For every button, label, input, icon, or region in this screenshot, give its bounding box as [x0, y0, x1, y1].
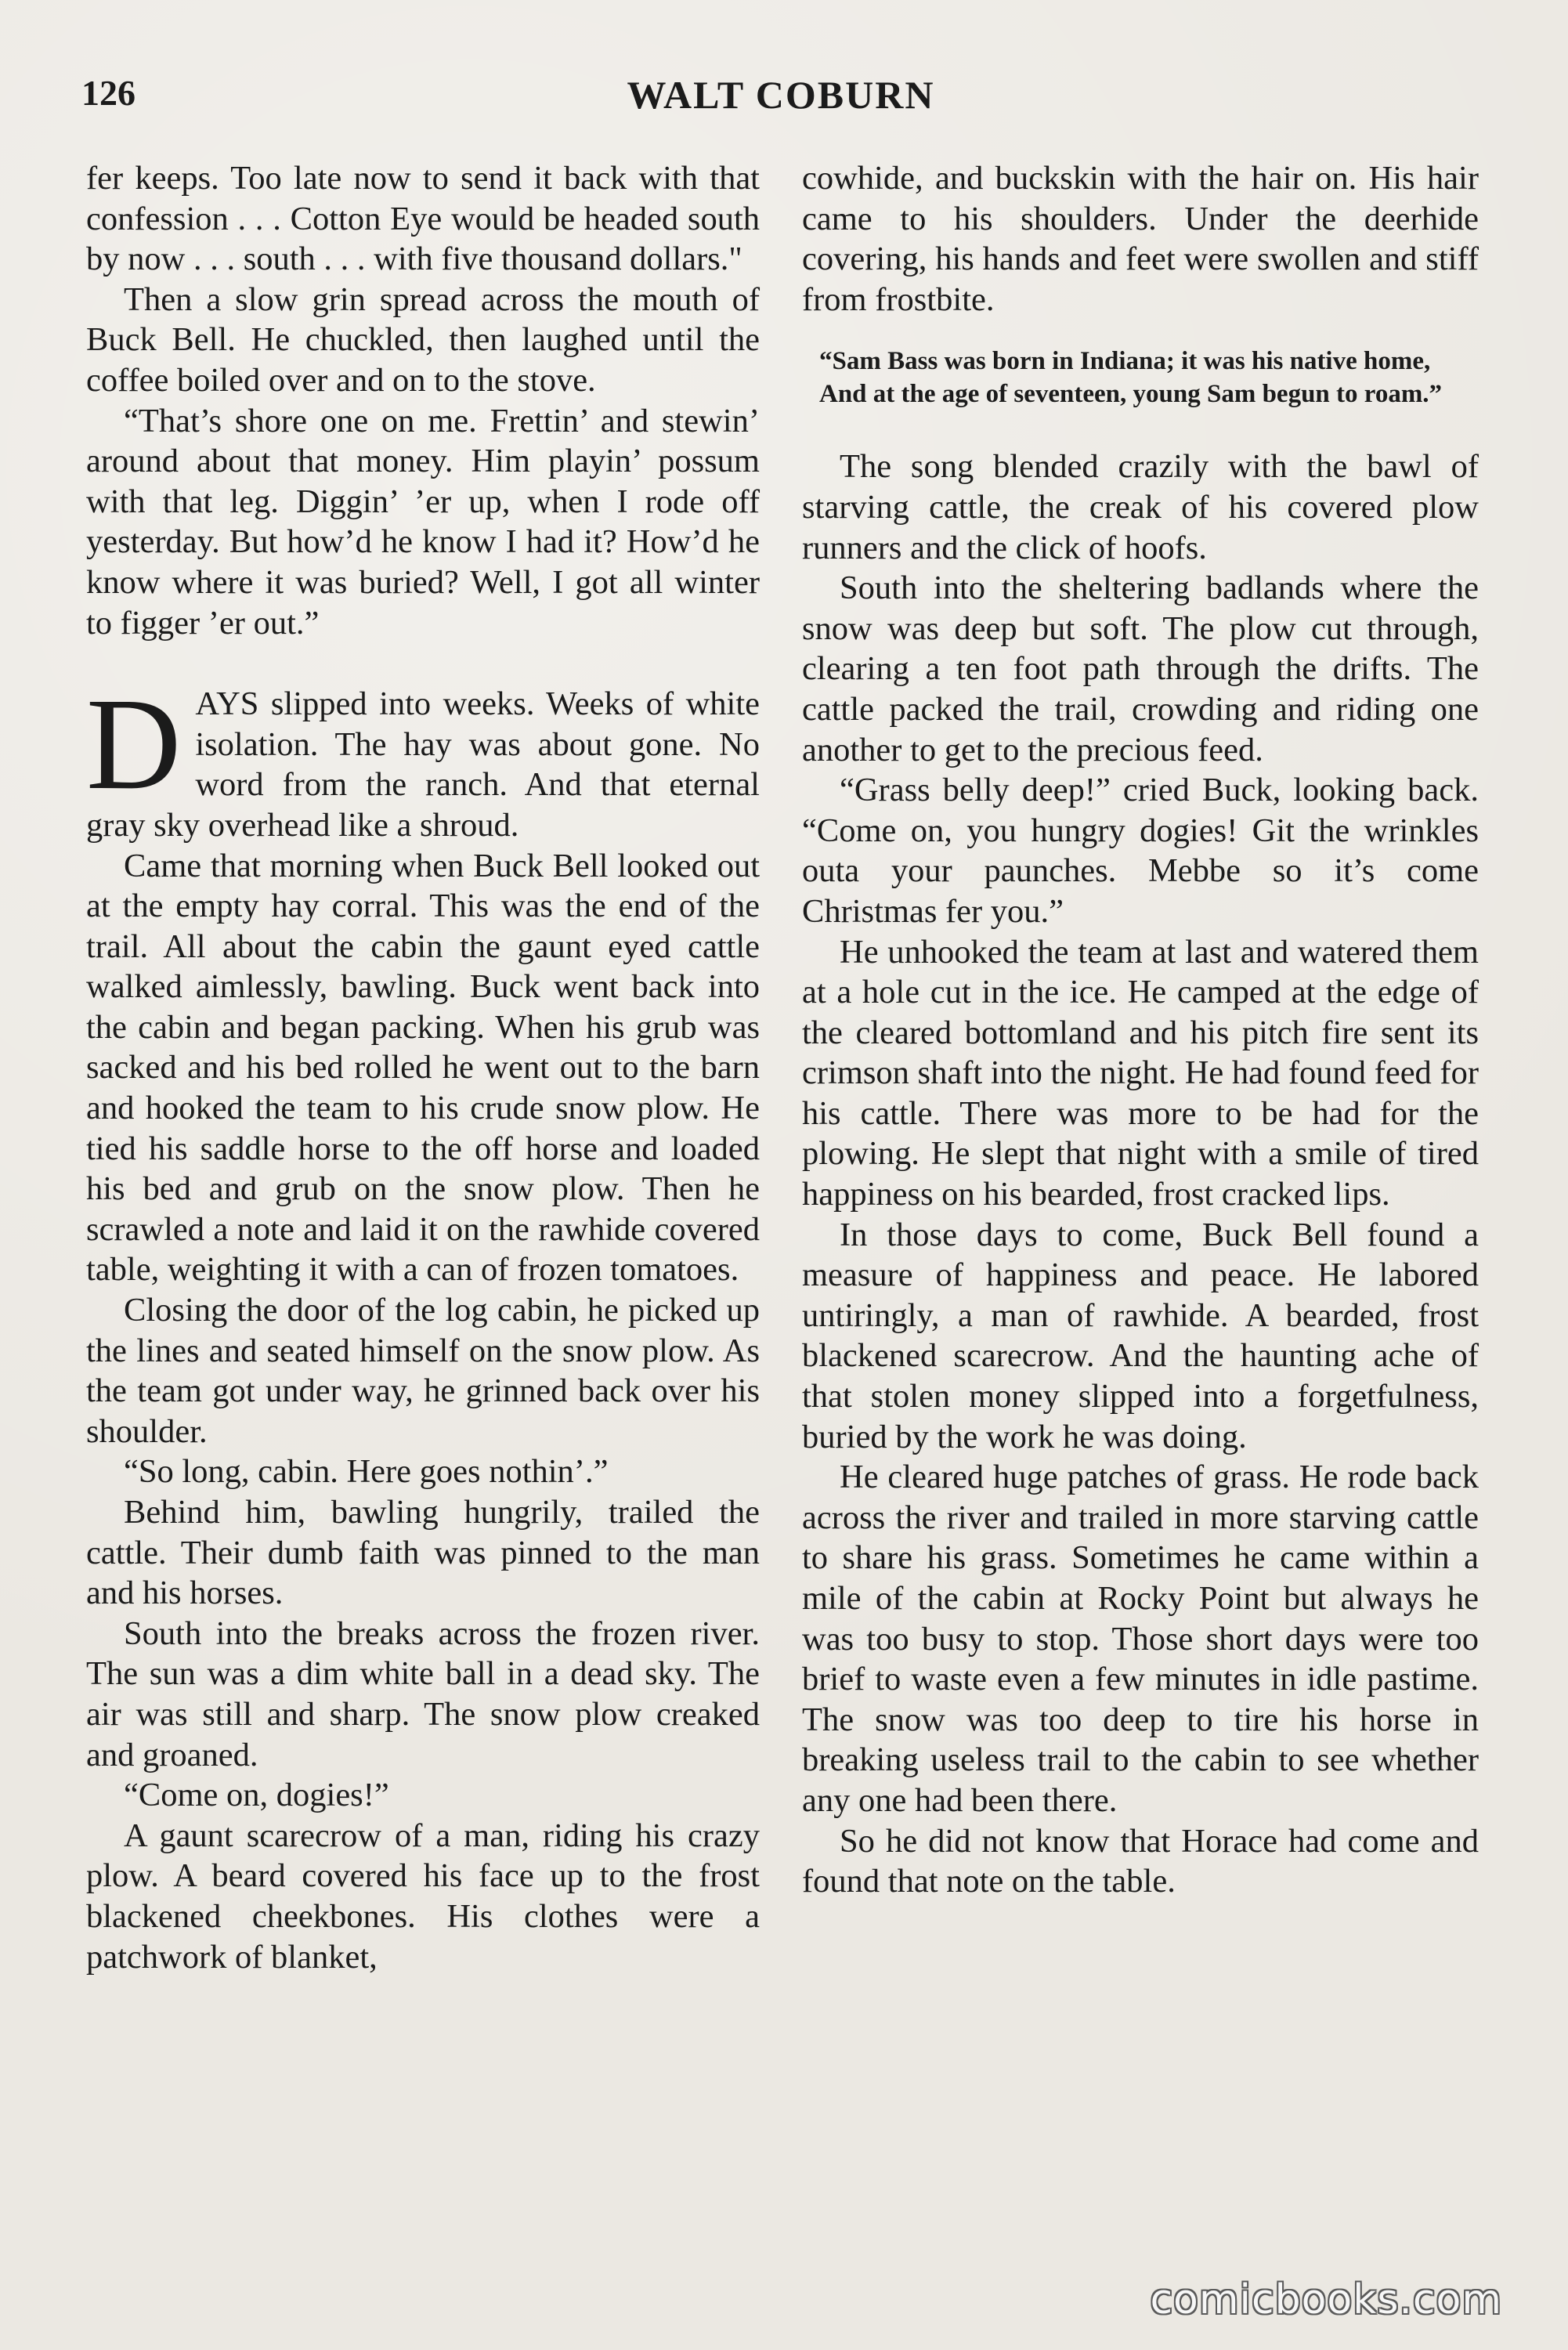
paragraph: fer keeps. Too late now to send it back with that confession . . . Cotton Eye would be headed south by now . . . south . . . with five thousand dollars.": [86, 160, 760, 278]
running-head-author: WALT COBURN: [627, 73, 935, 117]
paragraph: Behind him, bawling hungrily, trailed the cattle. Their dumb faith was pinned to the man and his horses.: [86, 1494, 760, 1612]
section-break: [86, 643, 760, 684]
paragraph: “Come on, dogies!”: [124, 1777, 389, 1814]
paragraph: In those days to come, Buck Bell found a measure of happiness and peace. He labored untiringly, a man of rawhide. A bearded, frost blackened scarecrow. And the haunting ache of that stolen money slipped into a forgetfulness, buried by the work he was doing.: [802, 1216, 1479, 1455]
paragraph: So he did not know that Horace had come and found that note on the table.: [802, 1822, 1479, 1900]
drop-cap-letter: D: [86, 671, 182, 818]
site-watermark: comicbooks.com: [1150, 2276, 1502, 2323]
paragraph: “So long, cabin. Here goes nothin’.”: [124, 1453, 609, 1491]
drop-cap-paragraph-text: AYS slipped into weeks. Weeks of white isolation. The hay was about gone. No word from the ranch. And that eternal gray sky overhead like a shroud.: [86, 685, 760, 844]
right-column: [802, 158, 1479, 1902]
paragraph: South into the sheltering badlands where the snow was deep but soft. The plow cut through, clearing a ten foot path through the drifts. The cattle packed the trail, crowding and riding one another to get to the precious feed.: [802, 569, 1479, 768]
paragraph: Came that morning when Buck Bell looked out at the empty hay corral. This was the end of the trail. All about the cabin the gaunt eyed cattle walked aimlessly, bawling. Buck went back into the cabin and began packing. When his grub was sacked and his bed rolled he went out to the barn and hooked the team to his crude snow plow. He tied his saddle horse to the off horse and loaded his bed and grub on the snow plow. Then he scrawled a note and laid it on the rawhide covered table, weighting it with a can of frozen tomatoes.: [86, 847, 760, 1289]
page-header: [81, 72, 1480, 127]
verse-line: And at the age of seventeen, young Sam begun to roam.”: [819, 380, 1443, 409]
paragraph: He unhooked the team at last and watered them at a hole cut in the ice. He camped at the edge of the cleared bottomland and his pitch fire sent its crimson shaft into the night. He had found feed for his cattle. There was more to be had for the plowing. He slept that night with a smile of tired happiness on his bearded, frost cracked lips.: [802, 933, 1479, 1213]
page-number: 126: [81, 73, 135, 113]
left-column: [86, 158, 760, 1977]
paragraph: “Grass belly deep!” cried Buck, looking back. “Come on, you hungry dogies! Git the wrinkles outa your paunches. Mebbe so it’s come Christmas fer you.”: [802, 772, 1479, 930]
paragraph: cowhide, and buckskin with the hair on. His hair came to his shoulders. Under the deerhide covering, his hands and feet were swollen and stiff from frostbite.: [802, 160, 1479, 318]
drop-cap-paragraph: [86, 671, 760, 845]
paragraph: The song blended crazily with the bawl of starving cattle, the creak of his covered plow runners and the click of hoofs.: [802, 448, 1479, 566]
verse-line: “Sam Bass was born in Indiana; it was his native home,: [819, 347, 1431, 376]
paragraph: South into the breaks across the frozen river. The sun was a dim white ball in a dead sky. The air was still and sharp. The snow plow creaked and groaned.: [86, 1614, 760, 1773]
paragraph: A gaunt scarecrow of a man, riding his crazy plow. A beard covered his face up to the frost blackened cheekbones. His clothes were a patchwork of blanket,: [86, 1817, 760, 1976]
paragraph: Then a slow grin spread across the mouth of Buck Bell. He chuckled, then laughed until the coffee boiled over and on to the stove.: [86, 280, 760, 399]
song-verse: [819, 345, 1479, 410]
paragraph: Closing the door of the log cabin, he picked up the lines and seated himself on the snow plow. As the team got under way, he grinned back over his shoulder.: [86, 1292, 760, 1450]
paragraph: He cleared huge patches of grass. He rode back across the river and trailed in more starving cattle to share his grass. Sometimes he came within a mile of the cabin at Rocky Point but always he was too busy to stop. Those short days were too brief to waste even a few minutes in idle pastime. The snow was too deep to tire his horse in breaking useless trail to the cabin to see whether any one had been there.: [802, 1459, 1479, 1819]
paragraph: “That’s shore one on me. Frettin’ and stewin’ around about that money. Him playin’ possum with that leg. Diggin’ ’er up, when I rode off yesterday. But how’d he know I had it? How’d he know where it was buried? Well, I got all winter to figger ’er out.”: [86, 402, 760, 642]
